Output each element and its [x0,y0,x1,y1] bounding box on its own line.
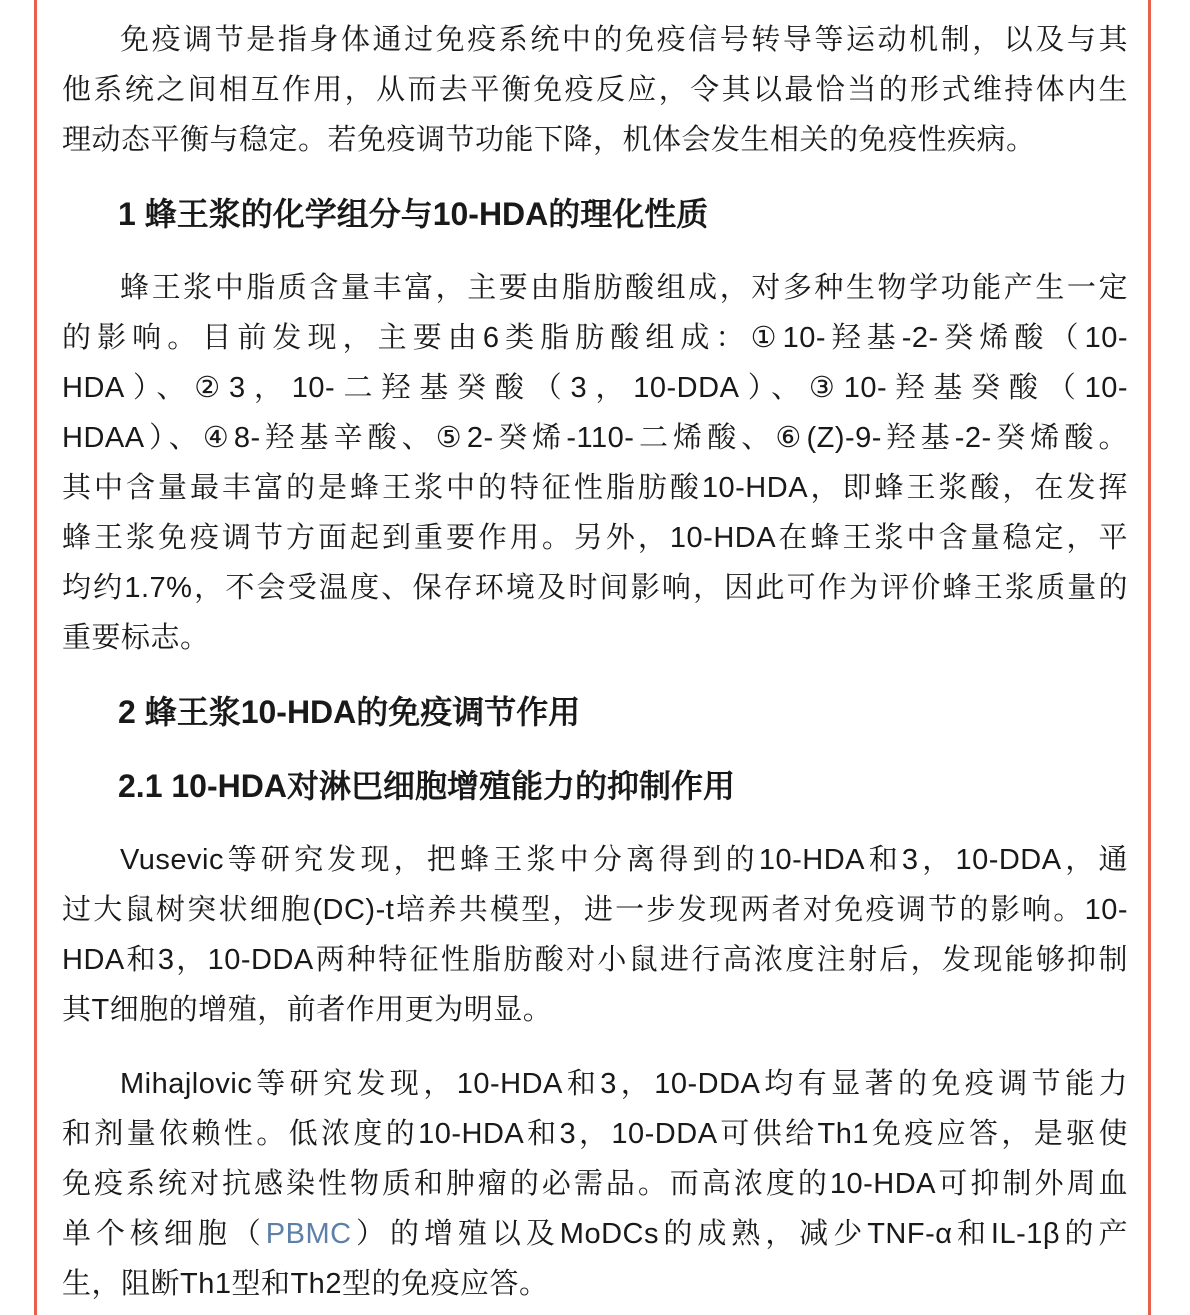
section-2-heading: 2 蜂王浆10-HDA的免疫调节作用 [118,694,581,730]
text-line: Mihajlovic等研究发现，10-HDA和3，10-DDA均有显著的免疫调节能力 [120,1068,1128,1100]
pbmc-link[interactable]: PBMC [265,1218,352,1250]
intro-paragraph [62,15,1128,165]
text-segment: ）的增殖以及MoDCs的成熟，减少TNF-α和IL-1β的产 [351,1218,1128,1250]
vusevic-study-paragraph [62,835,1128,1035]
text-line: 蜂王浆中脂质含量丰富，主要由脂肪酸组成，对多种生物学功能产生一定 [120,272,1128,304]
text-line: 蜂王浆免疫调节方面起到重要作用。另外，10-HDA在蜂王浆中含量稳定，平 [62,522,1128,554]
text-line: 过大鼠树突状细胞(DC)-t培养共模型，进一步发现两者对免疫调节的影响。10- [62,894,1128,926]
text-line: 重要标志。 [62,622,210,654]
text-line: 其T细胞的增殖，前者作用更为明显。 [62,994,553,1026]
text-line: 其中含量最丰富的是蜂王浆中的特征性脂肪酸10-HDA，即蜂王浆酸，在发挥 [62,472,1128,504]
text-line: 的影响。目前发现，主要由6类脂肪酸组成：①10-羟基-2-癸烯酸（10- [62,322,1128,354]
text-line: HDA和3，10-DDA两种特征性脂肪酸对小鼠进行高浓度注射后，发现能够抑制 [62,944,1128,976]
chemical-composition-paragraph [62,263,1128,663]
text-line: 免疫调节是指身体通过免疫系统中的免疫信号转导等运动机制，以及与其 [120,24,1128,56]
section-1-heading: 1 蜂王浆的化学组分与10-HDA的理化性质 [118,196,709,232]
right-accent-line [1148,0,1151,1315]
left-accent-line [34,0,37,1315]
mihajlovic-study-paragraph [62,1059,1128,1309]
article-content [62,15,1128,1309]
text-line: 他系统之间相互作用，从而去平衡免疫反应，令其以最恰当的形式维持体内生 [62,74,1128,106]
text-line [62,1209,1128,1259]
text-line: 理动态平衡与稳定。若免疫调节功能下降，机体会发生相关的免疫性疾病。 [62,124,1036,156]
section-2-1-heading: 2.1 10-HDA对淋巴细胞增殖能力的抑制作用 [118,768,735,804]
text-line: 免疫系统对抗感染性物质和肿瘤的必需品。而高浓度的10-HDA可抑制外周血 [62,1168,1128,1200]
text-line: 和剂量依赖性。低浓度的10-HDA和3，10-DDA可供给Th1免疫应答，是驱使 [62,1118,1128,1150]
text-line: 均约1.7%，不会受温度、保存环境及时间影响，因此可作为评价蜂王浆质量的 [62,572,1128,604]
text-segment: 单个核细胞（ [62,1218,266,1250]
text-line: HDA）、②3，10-二羟基癸酸（3，10-DDA）、③10-羟基癸酸（10- [62,372,1128,404]
text-line: HDAA）、④8-羟基辛酸、⑤2-癸烯-110-二烯酸、⑥(Z)-9-羟基-2-癸烯酸。 [62,422,1128,454]
text-line: 生，阻断Th1型和Th2型的免疫应答。 [62,1268,549,1300]
text-line: Vusevic等研究发现，把蜂王浆中分离得到的10-HDA和3，10-DDA，通 [120,844,1128,876]
